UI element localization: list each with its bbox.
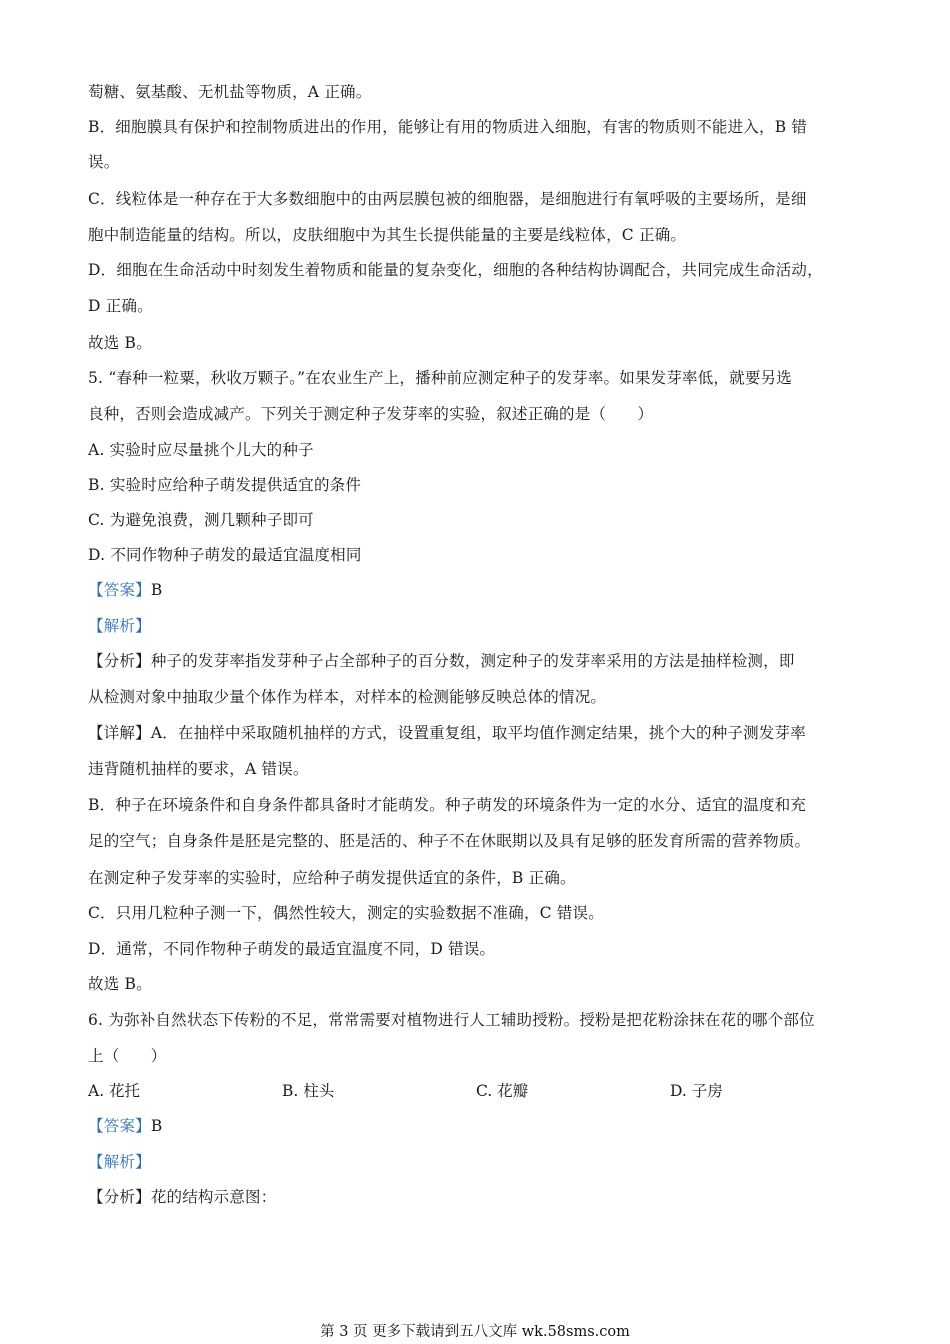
answer-value: B [150, 1117, 163, 1135]
xiangjie-tag: 【详解】 [88, 724, 151, 742]
xiangjie-text: A．在抽样中采取随机抽样的方式，设置重复组，取平均值作测定结果，挑个大的种子测发芽率 [150, 724, 806, 742]
analysis-tag: 【解析】 [88, 1153, 151, 1171]
page-footer: 第 3 页 更多下载请到五八文库 wk.58sms.com [320, 1324, 630, 1340]
question-6-option-b: B. 柱头 [282, 1082, 335, 1100]
question-5-option-c: C. 为避免浪费，测几颗种子即可 [88, 511, 314, 529]
fenxi-tag: 【分析】 [88, 1188, 151, 1206]
question-6-option-d: D. 子房 [670, 1082, 723, 1100]
fenxi-text: 种子的发芽率指发芽种子占全部种子的百分数，测定种子的发芽率采用的方法是抽样检测，即 [150, 652, 795, 670]
text-line: 胞中制造能量的结构。所以，皮肤细胞中为其生长提供能量的主要是线粒体，C 正确。 [88, 226, 687, 244]
question-6-stem: 6. 为弥补自然状态下传粉的不足，常常需要对植物进行人工辅助授粉。授粉是把花粉涂抹在花的哪个部位 [88, 1011, 815, 1029]
question-6-option-c: C. 花瓣 [476, 1082, 529, 1100]
text-line: D．细胞在生命活动中时刻发生着物质和能量的复杂变化，细胞的各种结构协调配合，共同完成生命活动， [88, 261, 823, 279]
text-line: 故选 B。 [88, 334, 152, 352]
question-5-option-d: D. 不同作物种子萌发的最适宜温度相同 [88, 546, 362, 564]
text-line: 误。 [88, 153, 120, 171]
text-line: D 正确。 [88, 297, 153, 315]
answer-tag: 【答案】 [88, 581, 151, 599]
question-5-explain-d: D．通常，不同作物种子萌发的最适宜温度不同，D 错误。 [88, 940, 496, 958]
answer-tag: 【答案】 [88, 1117, 151, 1135]
question-5-xiangjie [88, 723, 806, 743]
question-6-fenxi [88, 1187, 276, 1207]
question-5-explain-b: 足的空气；自身条件是胚是完整的、胚是活的、种子不在休眠期以及具有足够的胚发育所需的营养物质。 [88, 832, 811, 850]
fenxi-tag: 【分析】 [88, 652, 151, 670]
question-5-stem: 5. “春种一粒粟，秋收万颗子。”在农业生产上，播种前应测定种子的发芽率。如果发芽率低，就要另选 [88, 369, 792, 387]
text-line: 萄糖、氨基酸、无机盐等物质，A 正确。 [88, 83, 372, 101]
question-6-answer [88, 1116, 162, 1136]
question-5-fenxi [88, 651, 795, 671]
text-line: B．细胞膜具有保护和控制物质进出的作用，能够让有用的物质进入细胞，有害的物质则不能进入，B 错 [88, 118, 808, 136]
question-5-xiangjie: 违背随机抽样的要求，A 错误。 [88, 760, 309, 778]
analysis-tag: 【解析】 [88, 617, 151, 635]
question-5-analysis-heading [88, 616, 151, 636]
question-5-option-b: B. 实验时应给种子萌发提供适宜的条件 [88, 476, 362, 494]
question-5-explain-c: C．只用几粒种子测一下，偶然性较大，测定的实验数据不准确，C 错误。 [88, 904, 604, 922]
text-line: C．线粒体是一种存在于大多数细胞中的由两层膜包被的细胞器，是细胞进行有氧呼吸的主要场所，是细 [88, 190, 807, 208]
question-5-fenxi: 从检测对象中抽取少量个体作为样本，对样本的检测能够反映总体的情况。 [88, 688, 607, 706]
answer-value: B [150, 581, 163, 599]
question-6-stem: 上（ ） [88, 1047, 167, 1065]
question-5-stem: 良种，否则会造成减产。下列关于测定种子发芽率的实验，叙述正确的是（ ） [88, 405, 654, 423]
question-5-conclusion: 故选 B。 [88, 975, 152, 993]
question-5-explain-b: B．种子在环境条件和自身条件都具备时才能萌发。种子萌发的环境条件为一定的水分、适宜的温度和充 [88, 796, 807, 814]
question-5-explain-b: 在测定种子发芽率的实验时，应给种子萌发提供适宜的条件，B 正确。 [88, 869, 576, 887]
question-5-answer [88, 580, 162, 600]
question-5-option-a: A. 实验时应尽量挑个儿大的种子 [88, 441, 314, 459]
fenxi-text: 花的结构示意图： [150, 1188, 277, 1206]
question-6-option-a: A. 花托 [88, 1082, 141, 1100]
question-6-analysis-heading [88, 1152, 151, 1172]
